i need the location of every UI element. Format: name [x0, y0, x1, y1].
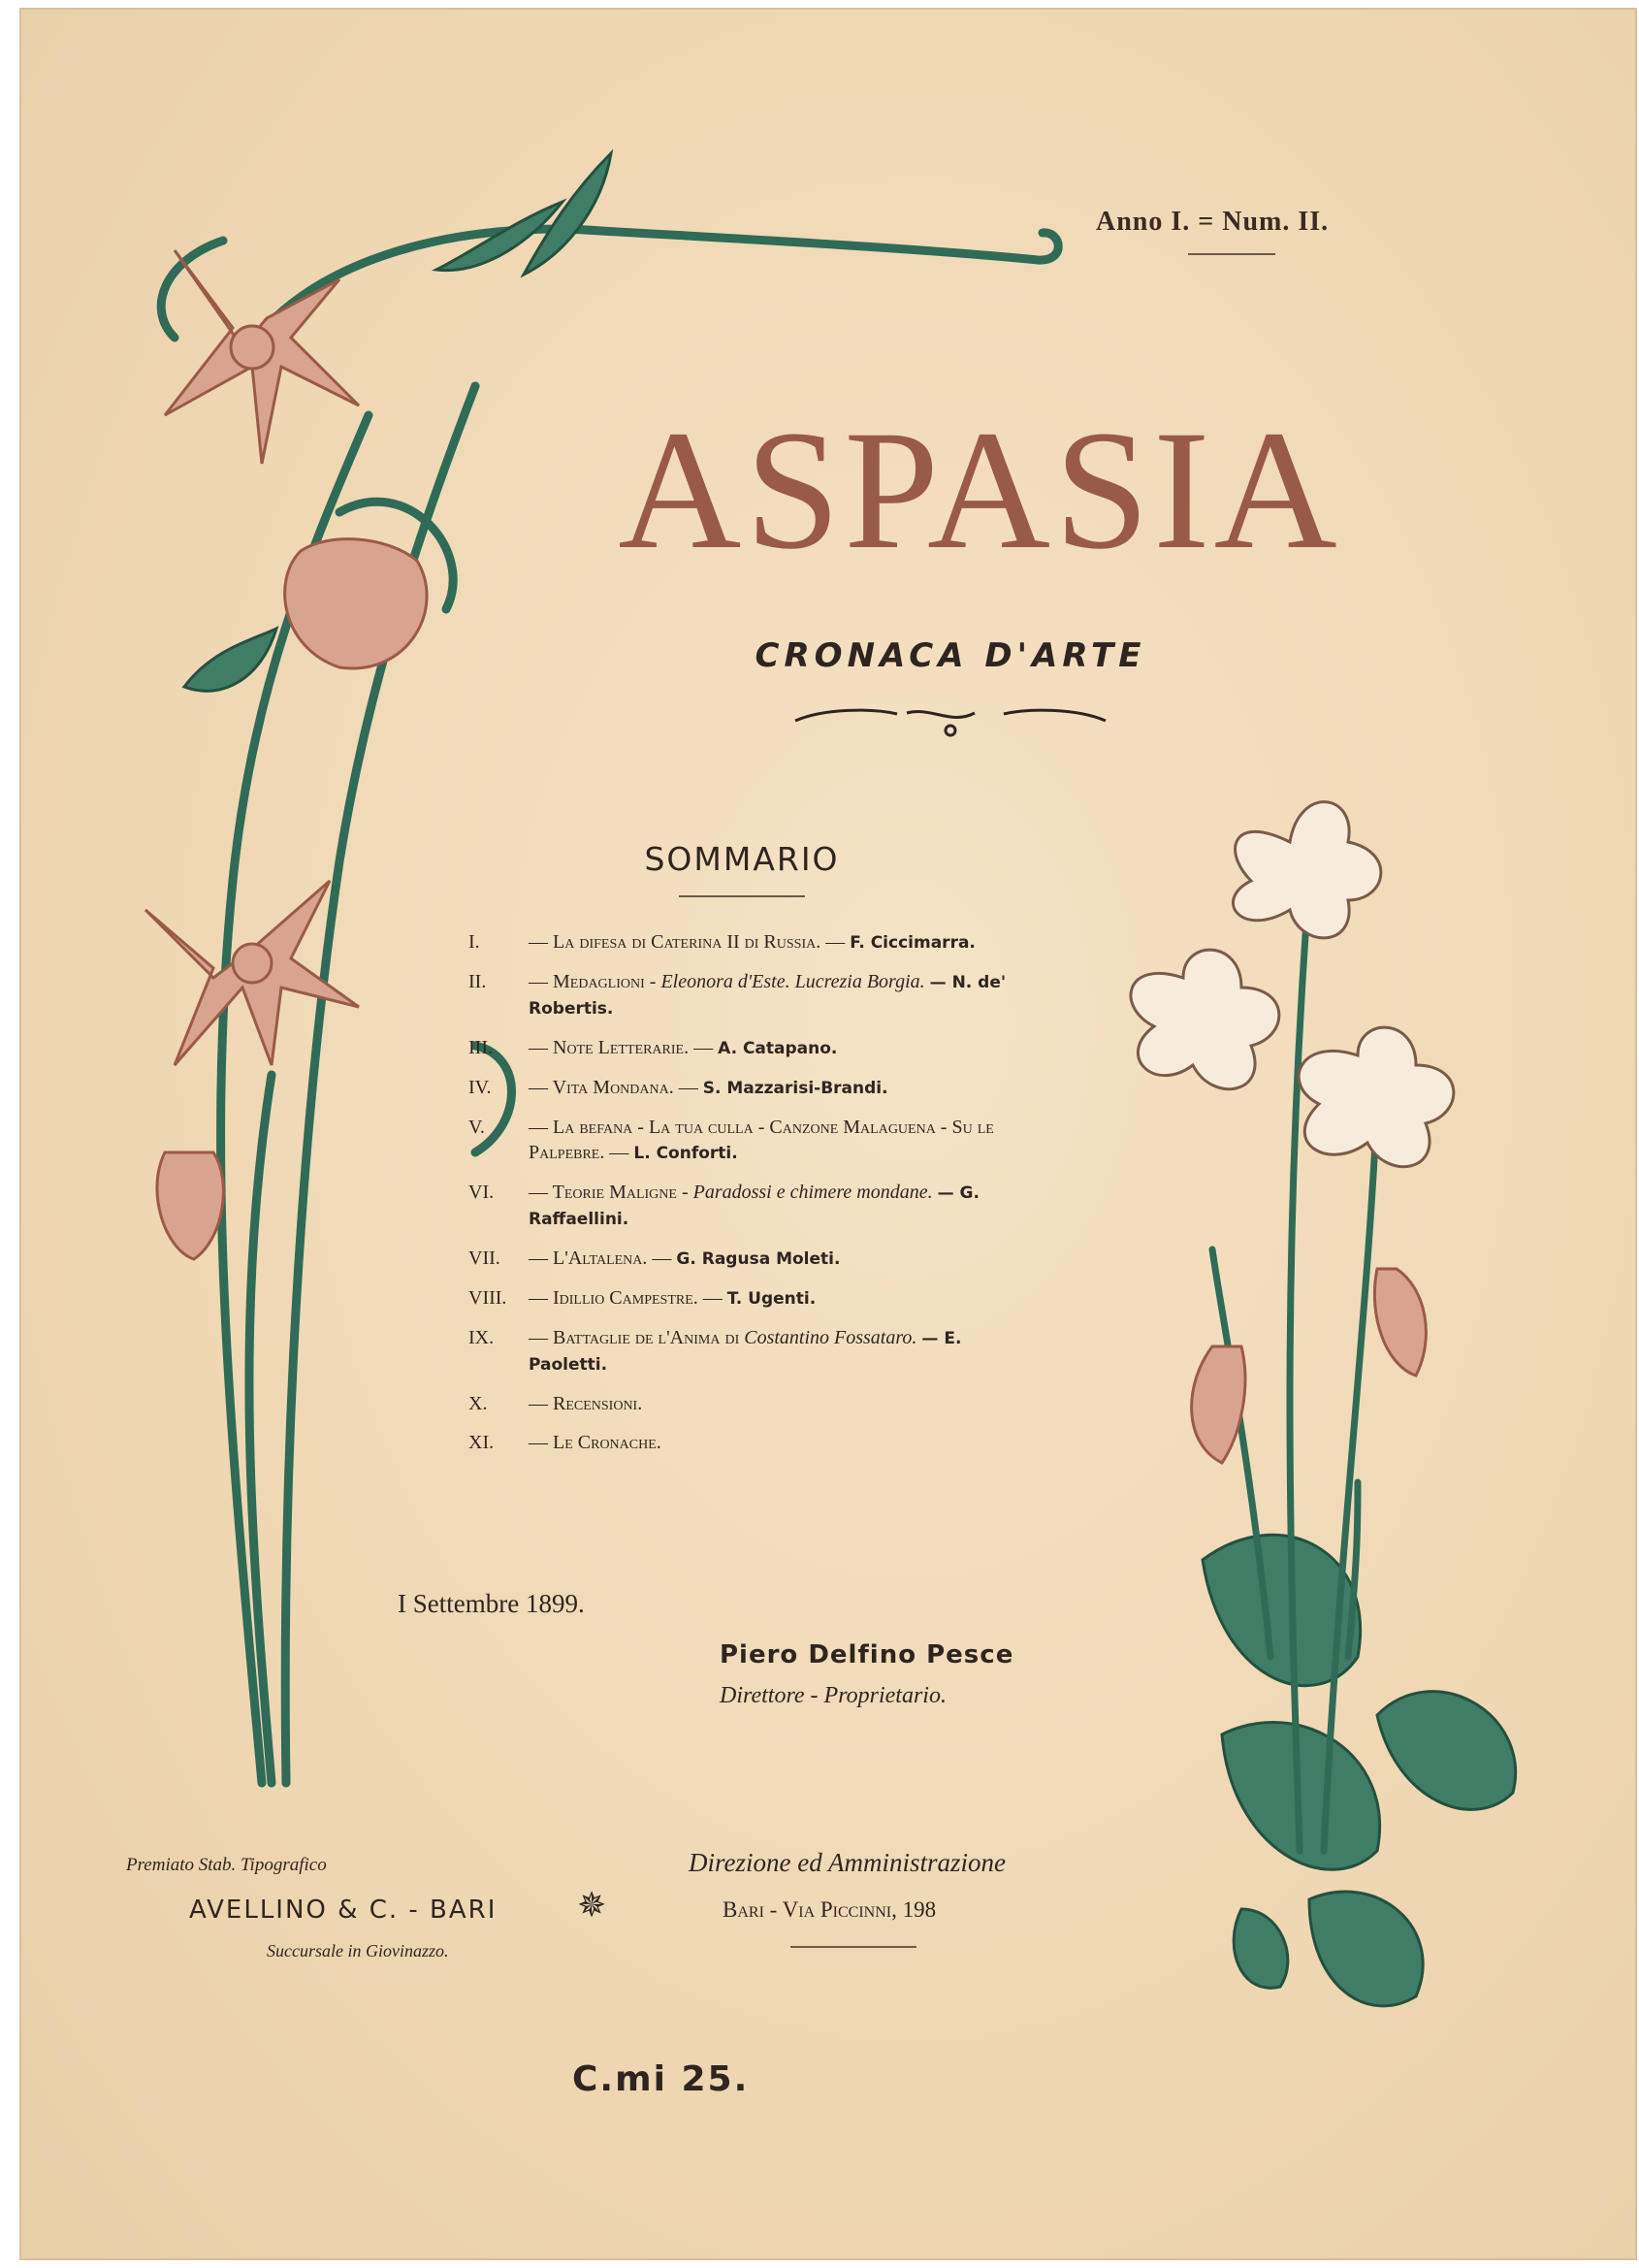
toc-item: [468, 1325, 1031, 1377]
toc-item: [468, 1180, 1031, 1232]
toc-item: [468, 929, 1031, 956]
toc-item-author: G. Ragusa Moleti.: [676, 1249, 841, 1269]
toc-item-author: F. Ciccimarra.: [850, 933, 976, 953]
toc-item-subtitle: Eleonora d'Este. Lucrezia Borgia.: [660, 971, 925, 992]
toc-item-title: — Note Letterarie. —: [529, 1037, 714, 1058]
administration-address: Bari - Via Piccinni, 198: [723, 1897, 937, 1922]
toc-item-title: — La befana - La tua culla - Canzone Malaguena - Su le Palpebre. —: [529, 1117, 994, 1163]
toc-item-title: — Recensioni.: [529, 1393, 643, 1414]
toc-item-title: — Le Cronache.: [529, 1432, 661, 1453]
editor-role: Direttore - Proprietario.: [720, 1683, 947, 1708]
toc-item-number: V.: [468, 1117, 485, 1138]
toc-item-number: X.: [468, 1393, 488, 1414]
toc-item-number: VIII.: [468, 1287, 507, 1309]
issue-divider: [1188, 253, 1275, 255]
administration-divider: [790, 1946, 916, 1948]
toc-item-title: — Medaglioni -: [529, 971, 657, 992]
toc-item-number: IX.: [468, 1327, 495, 1348]
toc-item-number: XI.: [468, 1432, 495, 1453]
toc-item-subtitle: Paradossi e chimere mondane.: [692, 1182, 933, 1203]
toc-item: [468, 1285, 1031, 1312]
toc-item: [468, 1115, 1031, 1166]
toc-item-subtitle: Costantino Fossataro.: [744, 1327, 917, 1348]
toc-item: [468, 1430, 1031, 1455]
toc-item-author: — E. Paoletti.: [529, 1329, 962, 1375]
toc-item-author: A. Catapano.: [718, 1039, 838, 1058]
administration-heading: Direzione ed Amministrazione: [689, 1848, 1006, 1877]
toc-item-title: — L'Altalena. —: [529, 1247, 672, 1269]
toc-item-number: III.: [468, 1037, 493, 1058]
toc-item-title: — La difesa di Caterina II di Russia. —: [529, 931, 846, 953]
cover-price: C.mi 25.: [572, 2059, 750, 2099]
toc-item: [468, 969, 1031, 1021]
toc-item: [468, 1075, 1031, 1101]
star-ornament-icon: ✵: [577, 1886, 607, 1925]
printer-line-1: Premiato Stab. Tipografico: [126, 1855, 327, 1875]
toc-item-author: — N. de' Robertis.: [529, 973, 1007, 1019]
printer-name: AVELLINO & C. - BARI: [189, 1895, 498, 1925]
toc-item-title: — Idillio Campestre. —: [529, 1287, 723, 1309]
printer-branch: Succursale in Giovinazzo.: [267, 1941, 449, 1960]
toc-item-title: — Teorie Maligne -: [529, 1182, 689, 1203]
toc-item-number: VI.: [468, 1182, 495, 1203]
issue-number: Anno I. = Num. II.: [1096, 207, 1330, 237]
summary-divider: [679, 895, 805, 897]
editor-name: Piero Delfino Pesce: [720, 1640, 1014, 1669]
toc-item-title: — Vita Mondana. —: [529, 1077, 698, 1098]
toc-item: [468, 1246, 1031, 1272]
toc-item-number: VII.: [468, 1247, 500, 1269]
toc-item-author: — G. Raffaellini.: [529, 1183, 980, 1229]
masthead-subtitle: CRONACA D'ARTE: [755, 636, 1146, 675]
table-of-contents: [468, 929, 1031, 1469]
summary-heading: SOMMARIO: [644, 840, 840, 878]
toc-item: [468, 1035, 1031, 1061]
toc-item-title: — Battaglie de l'Anima di: [529, 1327, 740, 1348]
toc-item-number: II.: [468, 971, 487, 992]
toc-item-author: S. Mazzarisi-Brandi.: [702, 1079, 888, 1098]
toc-item-number: IV.: [468, 1077, 492, 1098]
toc-item-author: L. Conforti.: [633, 1144, 738, 1163]
toc-item-number: I.: [468, 931, 480, 953]
toc-item: [468, 1391, 1031, 1416]
masthead-title: ASPASIA: [618, 396, 1341, 585]
toc-item-author: T. Ugenti.: [726, 1289, 817, 1309]
issue-date: I Settembre 1899.: [398, 1589, 585, 1618]
magazine-cover-page: [19, 8, 1637, 2260]
